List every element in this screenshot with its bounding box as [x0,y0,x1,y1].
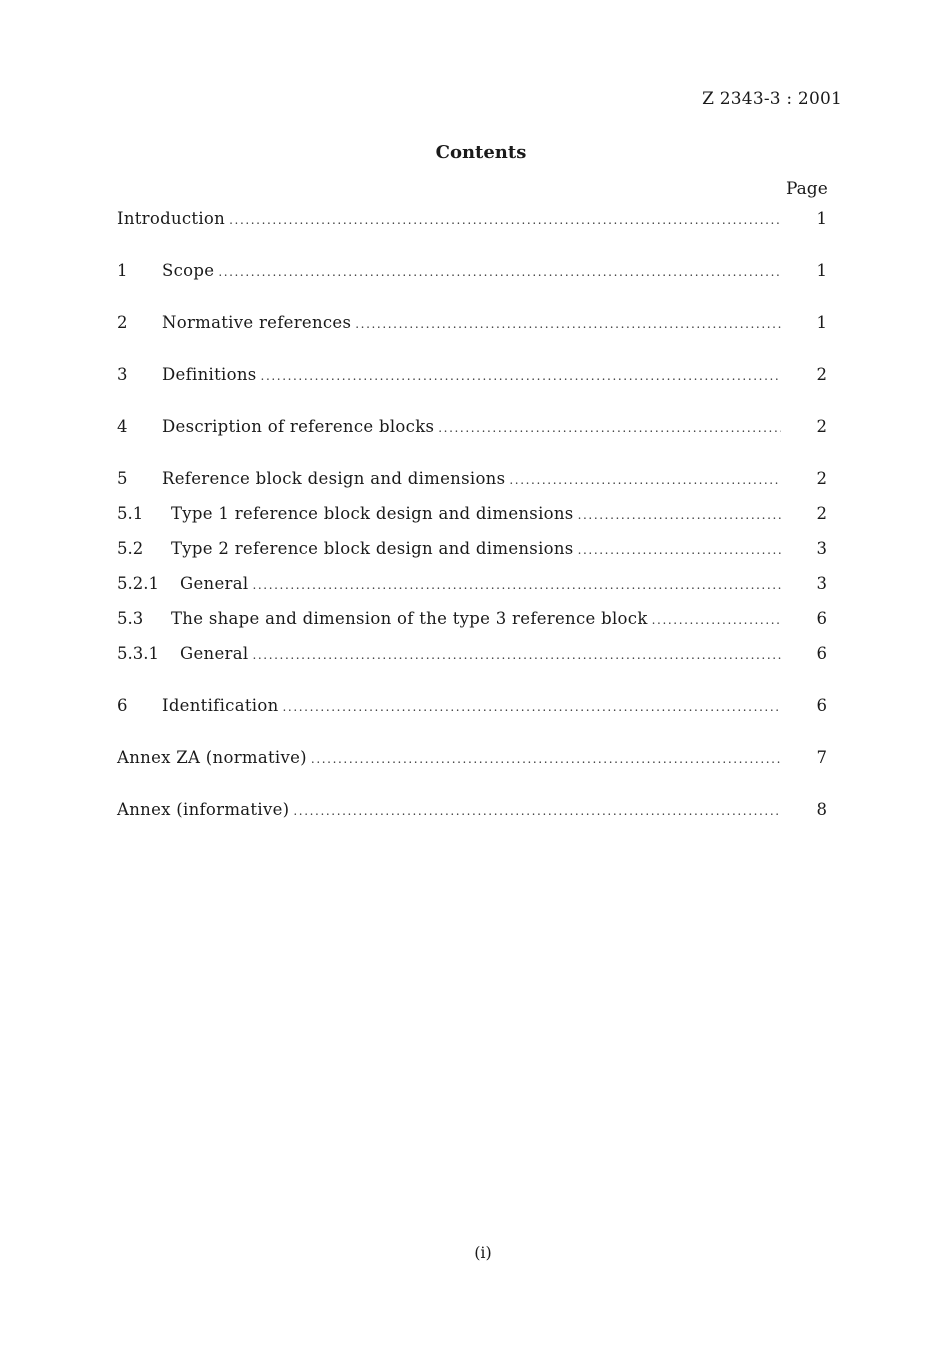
toc-entry-page: 2 [816,504,827,523]
toc-entry-page: 3 [816,539,827,558]
dot-leader [652,608,781,632]
toc-entry-number: 4 [117,417,128,436]
page-column-header: Page [786,179,828,199]
toc-entry-type1[interactable] [117,502,827,526]
toc-entry-type2[interactable] [117,537,827,561]
toc-entry-scope[interactable] [117,259,827,283]
toc-entry-number: 5.3 [117,609,144,628]
dot-leader [311,747,781,771]
toc-entry-definitions[interactable] [117,363,827,387]
toc-entry-page: 1 [816,261,827,280]
toc-entry-title: General [180,644,249,663]
toc-entry-title: General [180,574,249,593]
dot-leader [293,799,781,823]
toc-entry-title: Identification [162,696,279,715]
toc-entry-annex-informative[interactable] [117,798,827,822]
toc-entry-number: 3 [117,365,128,384]
toc-entry-number: 5.2 [117,539,144,558]
toc-entry-page: 1 [816,209,827,228]
dot-leader [252,573,781,597]
toc-entry-page: 2 [816,365,827,384]
toc-entry-page: 7 [816,748,827,767]
toc-entry-title: Normative references [162,313,352,332]
dot-leader [283,695,781,719]
toc-entry-title: Description of reference blocks [162,417,435,436]
toc-entry-title: Annex ZA (normative) [117,748,307,767]
toc-entry-page: 3 [816,574,827,593]
dot-leader [509,468,781,492]
toc-entry-title: Scope [162,261,215,280]
toc-entry-page: 2 [816,417,827,436]
document-code: Z 2343-3 : 2001 [702,89,842,109]
toc-entry-type2-general[interactable] [117,572,827,596]
toc-entry-number: 2 [117,313,128,332]
toc-entry-normative-references[interactable] [117,311,827,335]
toc-entry-page: 2 [816,469,827,488]
dot-leader [229,208,781,232]
toc-entry-type3-general[interactable] [117,642,827,666]
toc-entry-number: 5.2.1 [117,574,159,593]
toc-entry-description[interactable] [117,415,827,439]
dot-leader [578,503,781,527]
toc-entry-title: Introduction [117,209,226,228]
toc-entry-title: Reference block design and dimensions [162,469,506,488]
toc-entry-page: 6 [816,696,827,715]
toc-entry-design-dimensions[interactable] [117,467,827,491]
toc-entry-number: 6 [117,696,128,715]
dot-leader [261,364,781,388]
toc-entry-identification[interactable] [117,694,827,718]
dot-leader [218,260,781,284]
toc-entry-annex-za[interactable] [117,746,827,770]
toc-entry-title: Annex (informative) [117,800,290,819]
toc-entry-number: 5.3.1 [117,644,159,663]
toc-entry-number: 5 [117,469,128,488]
page-number: (i) [474,1243,492,1262]
toc-entry-title: Type 1 reference block design and dimensions [171,504,574,523]
dot-leader [438,416,781,440]
toc-entry-page: 6 [816,609,827,628]
toc-entry-page: 6 [816,644,827,663]
toc-entry-title: Definitions [162,365,257,384]
toc-entry-number: 1 [117,261,128,280]
toc-entry-page: 8 [816,800,827,819]
toc-entry-title: Type 2 reference block design and dimensions [171,539,574,558]
toc-entry-number: 5.1 [117,504,144,523]
toc-entry-title: The shape and dimension of the type 3 reference block [171,609,648,628]
dot-leader [578,538,781,562]
dot-leader [252,643,781,667]
toc-entry-type3[interactable] [117,607,827,631]
toc-entry-page: 1 [816,313,827,332]
contents-heading: Contents [435,142,527,163]
dot-leader [355,312,781,336]
toc-entry-introduction[interactable] [117,207,827,231]
